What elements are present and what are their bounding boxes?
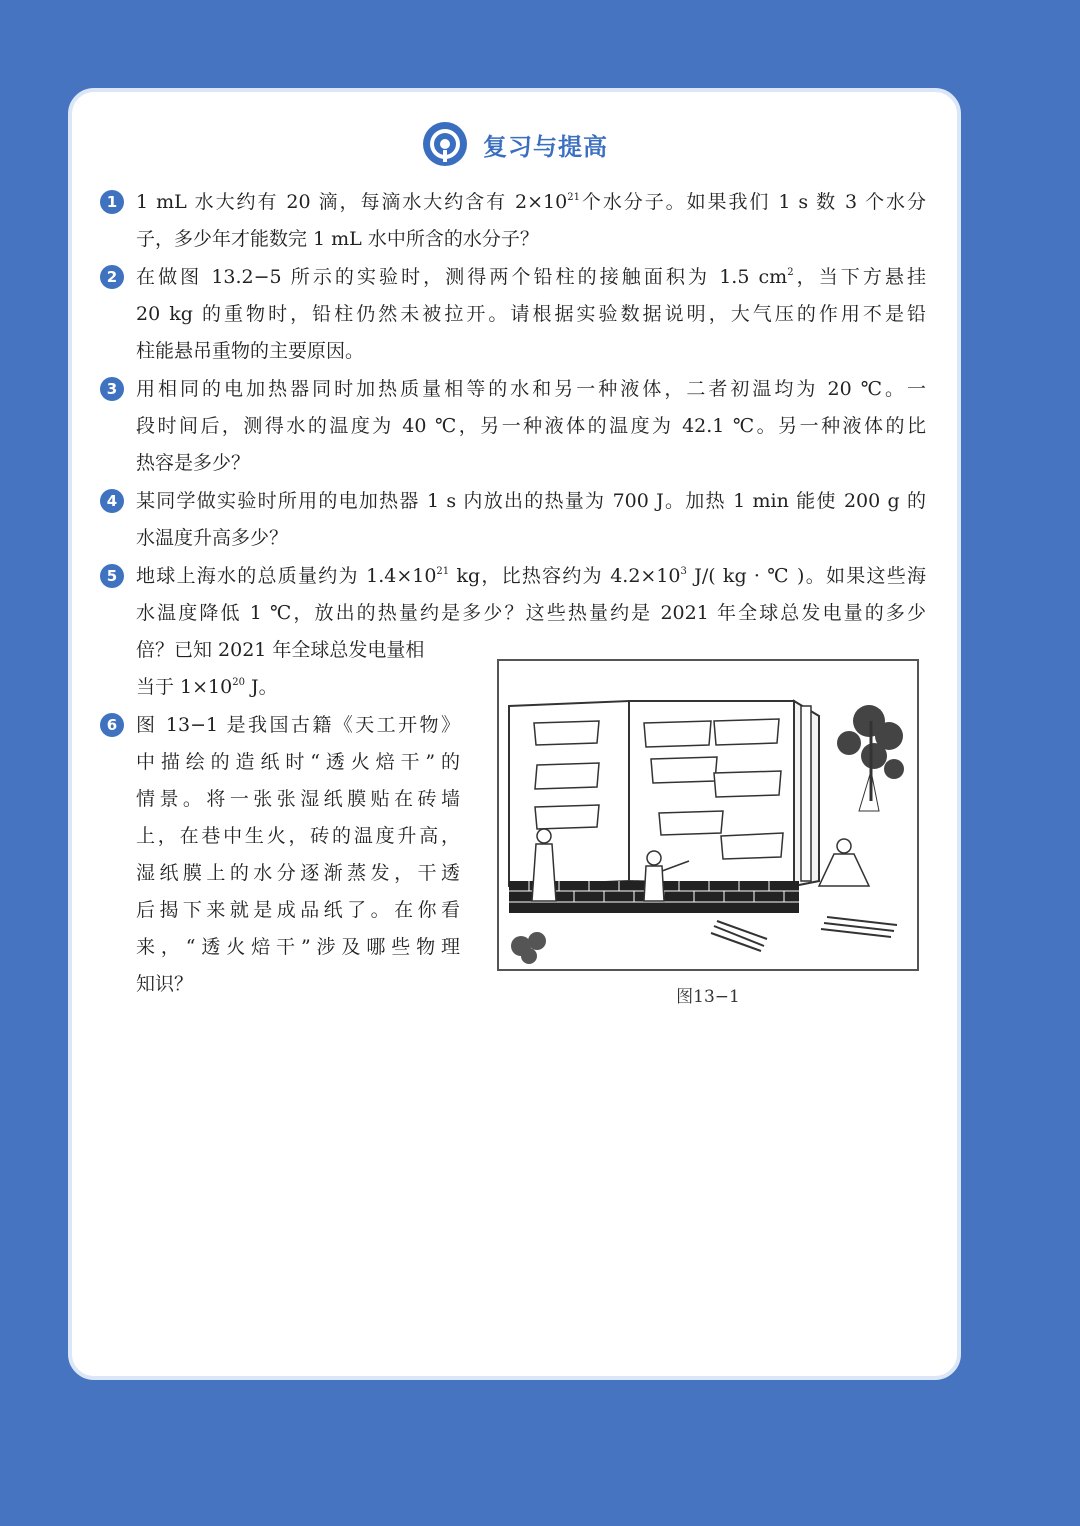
question-number-badge: 4 (100, 489, 124, 513)
figure-caption: 图13−1 (676, 987, 740, 1007)
question-line: 湿纸膜上的水分逐渐蒸发，干透 (136, 862, 460, 884)
question-1 (100, 184, 926, 258)
question-line: 倍？已知 2021 年全球总发电量相 (136, 639, 425, 661)
question-3 (100, 371, 926, 482)
question-line: 地球上海水的总质量约为 $1.4\times 10^{21}$ kg，比热容约为 $4.2\times 10^3$ J/( kg · ℃ )。如果这些海 (136, 565, 926, 587)
question-line: 水温度降低 1 ℃，放出的热量约是多少？这些热量约是 2021 年全球总发电量的多少 (136, 602, 926, 624)
question-line: 图 13−1 是我国古籍《天工开物》 (136, 714, 460, 736)
question-2 (100, 259, 926, 370)
question-line: 1 mL 水大约有 20 滴，每滴水大约含有 $2\times 10^{21}$个水分子。如果我们 1 s 数 3 个水分 (136, 191, 926, 213)
question-line: 来，“透火焙干”涉及哪些物理 (136, 936, 460, 958)
paper-drying-drawing (499, 661, 917, 969)
illustration-paper-drying (497, 659, 919, 971)
question-number-badge: 1 (100, 190, 124, 214)
question-line: 当于 $1\times 10^{20}$ J。 (136, 676, 278, 698)
question-line: 知识？ (136, 973, 194, 995)
question-line: 情景。将一张张湿纸膜贴在砖墙 (136, 788, 460, 810)
question-line: 20 kg 的重物时，铅柱仍然未被拉开。请根据实验数据说明，大气压的作用不是铅 (136, 303, 926, 325)
question-number-badge: 5 (100, 564, 124, 588)
content-card (68, 88, 961, 1380)
section-title: 复习与提高 (483, 132, 608, 161)
question-line: 子，多少年才能数完 1 mL 水中所含的水分子？ (136, 228, 539, 250)
question-number-badge: 2 (100, 265, 124, 289)
question-line: 段时间后，测得水的温度为 40 ℃，另一种液体的温度为 42.1 ℃。另一种液体的比 (136, 415, 926, 437)
question-line: 用相同的电加热器同时加热质量相等的水和另一种液体，二者初温均为 20 ℃。一 (136, 378, 926, 400)
question-line: 柱能悬吊重物的主要原因。 (136, 340, 365, 362)
question-line: 某同学做实验时所用的电加热器 1 s 内放出的热量为 700 J。加热 1 min 能使 200 g 的 (136, 490, 926, 512)
question-line: 水温度升高多少？ (136, 527, 289, 549)
section-header (72, 120, 957, 168)
question-number-badge: 6 (100, 713, 124, 737)
question-4 (100, 483, 926, 557)
question-line: 后揭下来就是成品纸了。在你看 (136, 899, 460, 921)
question-line: 热容是多少？ (136, 452, 251, 474)
question-line: 上，在巷中生火，砖的温度升高， (136, 825, 460, 847)
target-icon (421, 120, 469, 168)
question-number-badge: 3 (100, 377, 124, 401)
question-line: 中描绘的造纸时“透火焙干”的 (136, 751, 460, 773)
question-line: 在做图 13.2−5 所示的实验时，测得两个铅柱的接触面积为 1.5 $cm^2$，当下方悬挂 (136, 266, 926, 288)
question-6 (100, 707, 460, 1003)
